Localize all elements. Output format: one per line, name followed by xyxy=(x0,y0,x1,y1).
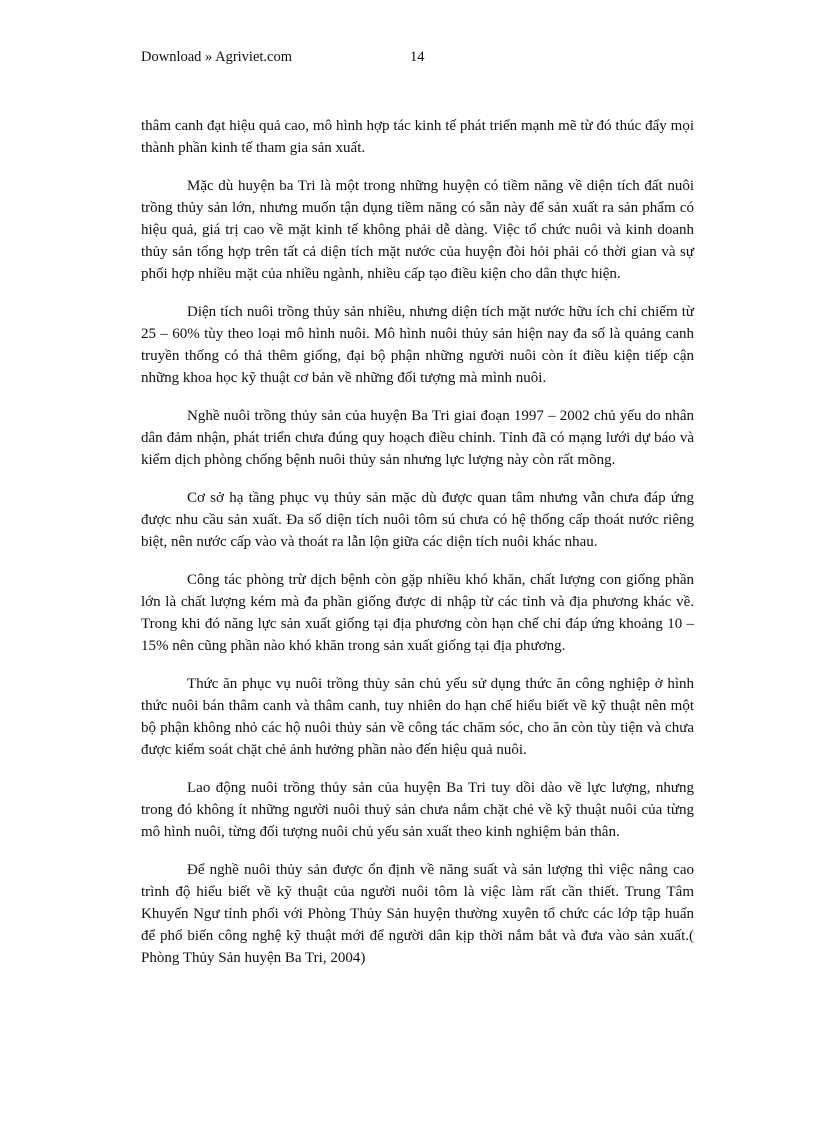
paragraph-1: thâm canh đạt hiệu quả cao, mô hình hợp tác kinh tế phát triển mạnh mẽ từ đó thúc đẩy mọi thành phần kinh tế tham gia sản xuất. xyxy=(141,118,694,156)
header-source-text: Download » Agriviet.com xyxy=(141,49,293,65)
body-text xyxy=(141,115,694,985)
page-number: 14 xyxy=(410,49,425,65)
paragraph-2: Mặc dù huyện ba Tri là một trong những huyện có tiềm năng về diện tích đất nuôi trồng thủy sản lớn, nhưng muốn tận dụng tiềm năng có sẵn này để sản xuất ra sản phẩm có hiệu quả, giá trị cao về mặt kinh tế không phải dễ dàng. Việc tổ chức nuôi và kinh doanh thủy sản tổng hợp trên tất cả diện tích mặt nước của huyện đòi hỏi phải có thời gian và sự phối hợp nhiều mặt của nhiều ngành, nhiều cấp tạo điều kiện cho dân thực hiện. xyxy=(141,178,694,282)
page-header xyxy=(141,49,701,71)
paragraph-6: Công tác phòng trừ dịch bệnh còn gặp nhiều khó khăn, chất lượng con giống phần lớn là chất lượng kém mà đa phần giống được di nhập từ các tỉnh và địa phương khác về. Trong khi đó năng lực sản xuất giống tại địa phương còn hạn chế chỉ đáp ứng khoảng 10 – 15% nên cũng phần nào khó khăn trong sản xuất giống tại địa phương. xyxy=(141,572,694,654)
paragraph-4: Nghề nuôi trồng thủy sản của huyện Ba Tri giai đoạn 1997 – 2002 chủ yếu do nhân dân đảm nhận, phát triển chưa đúng quy hoạch điều chỉnh. Tỉnh đã có mạng lưới dự báo và kiểm dịch phòng chống bệnh nuôi thủy sản nhưng lực lượng này còn rất mõng. xyxy=(141,408,694,468)
paragraph-9: Để nghề nuôi thủy sản được ổn định về năng suất và sản lượng thì việc nâng cao trình độ hiểu biết về kỹ thuật của người nuôi tôm là việc làm rất cần thiết. Trung Tâm Khuyến Ngư tỉnh phối với Phòng Thủy Sản huyện thường xuyên tổ chức các lớp tập huấn để phổ biến công nghệ kỹ thuật mới để người dân kịp thời nắm bắt và đưa vào sản xuất.( Phòng Thủy Sản huyện Ba Tri, 2004) xyxy=(141,862,694,966)
paragraph-8: Lao động nuôi trồng thủy sản của huyện Ba Tri tuy dồi dào về lực lượng, nhưng trong đó không ít những người nuôi thuỷ sản chưa nắm chặt chẻ về kỹ thuật nuôi của từng mô hình nuôi, từng đối tượng nuôi chủ yếu sản xuất theo kinh nghiệm bản thân. xyxy=(141,780,694,840)
paragraph-5: Cơ sở hạ tầng phục vụ thủy sản mặc dù được quan tâm nhưng vẫn chưa đáp ứng được nhu cầu sản xuất. Đa số diện tích nuôi tôm sú chưa có hệ thống cấp thoát nước riêng biệt, nên nước cấp vào và thoát ra lẫn lộn giữa các diện tích nuôi khác nhau. xyxy=(141,490,694,550)
paragraph-7: Thức ăn phục vụ nuôi trồng thủy sản chủ yếu sử dụng thức ăn công nghiệp ở hình thức nuôi bán thâm canh và thâm canh, tuy nhiên do hạn chế hiểu biết về kỹ thuật nên một bộ phận không nhỏ các hộ nuôi thủy sản về công tác chăm sóc, cho ăn còn tùy tiện và chưa được kiểm soát chặt chẻ ảnh hưởng phần nào đến hiệu quả nuôi. xyxy=(141,676,694,758)
paragraph-3: Diện tích nuôi trồng thủy sản nhiều, nhưng diện tích mặt nước hữu ích chỉ chiếm từ 25 – 60% tùy theo loại mô hình nuôi. Mô hình nuôi thủy sản hiện nay đa số là quảng canh truyền thống có thả thêm giống, đại bộ phận những người nuôi còn ít điều kiện tiếp cận những khoa học kỹ thuật cơ bản về những đối tượng mà mình nuôi. xyxy=(141,304,694,386)
